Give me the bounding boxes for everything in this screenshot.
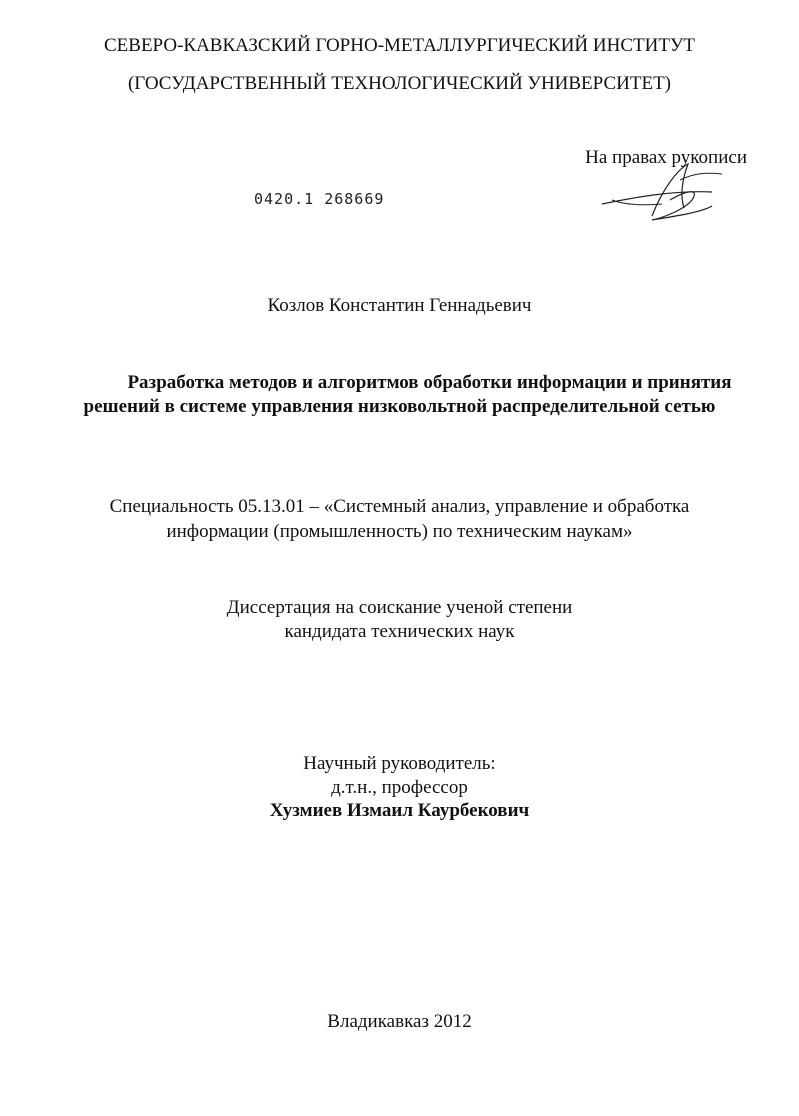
institute-name: СЕВЕРО-КАВКАЗСКИЙ ГОРНО-МЕТАЛЛУРГИЧЕСКИЙ ИНСТИТУТ bbox=[104, 35, 695, 56]
degree-line-1: Диссертация на соискание ученой степени bbox=[226, 597, 573, 618]
author-name: Козлов Константин Геннадьевич bbox=[267, 295, 532, 316]
thesis-title-line-1: Разработка методов и алгоритмов обработки информации и принятия bbox=[127, 372, 732, 393]
degree-line-2: кандидата технических наук bbox=[284, 621, 515, 642]
signature-image bbox=[592, 160, 762, 230]
specialty-line-1: Специальность 05.13.01 – «Системный анализ, управление и обработка bbox=[109, 496, 690, 517]
university-name: (ГОСУДАРСТВЕННЫЙ ТЕХНОЛОГИЧЕСКИЙ УНИВЕРСИТЕТ) bbox=[127, 73, 671, 94]
thesis-title-line-2: решений в системе управления низковольтной распределительной сетью bbox=[83, 396, 716, 417]
supervisor-rank: д.т.н., профессор bbox=[331, 777, 468, 798]
rights-note: На правах рукописи bbox=[585, 147, 747, 168]
specialty-line-2: информации (промышленность) по техническим наукам» bbox=[166, 521, 633, 542]
archive-number: 0420.1 268669 bbox=[254, 190, 385, 208]
city-year: Владикавказ 2012 bbox=[327, 1011, 472, 1032]
supervisor-name: Хузмиев Измаил Каурбекович bbox=[269, 800, 530, 821]
supervisor-label: Научный руководитель: bbox=[303, 753, 496, 774]
